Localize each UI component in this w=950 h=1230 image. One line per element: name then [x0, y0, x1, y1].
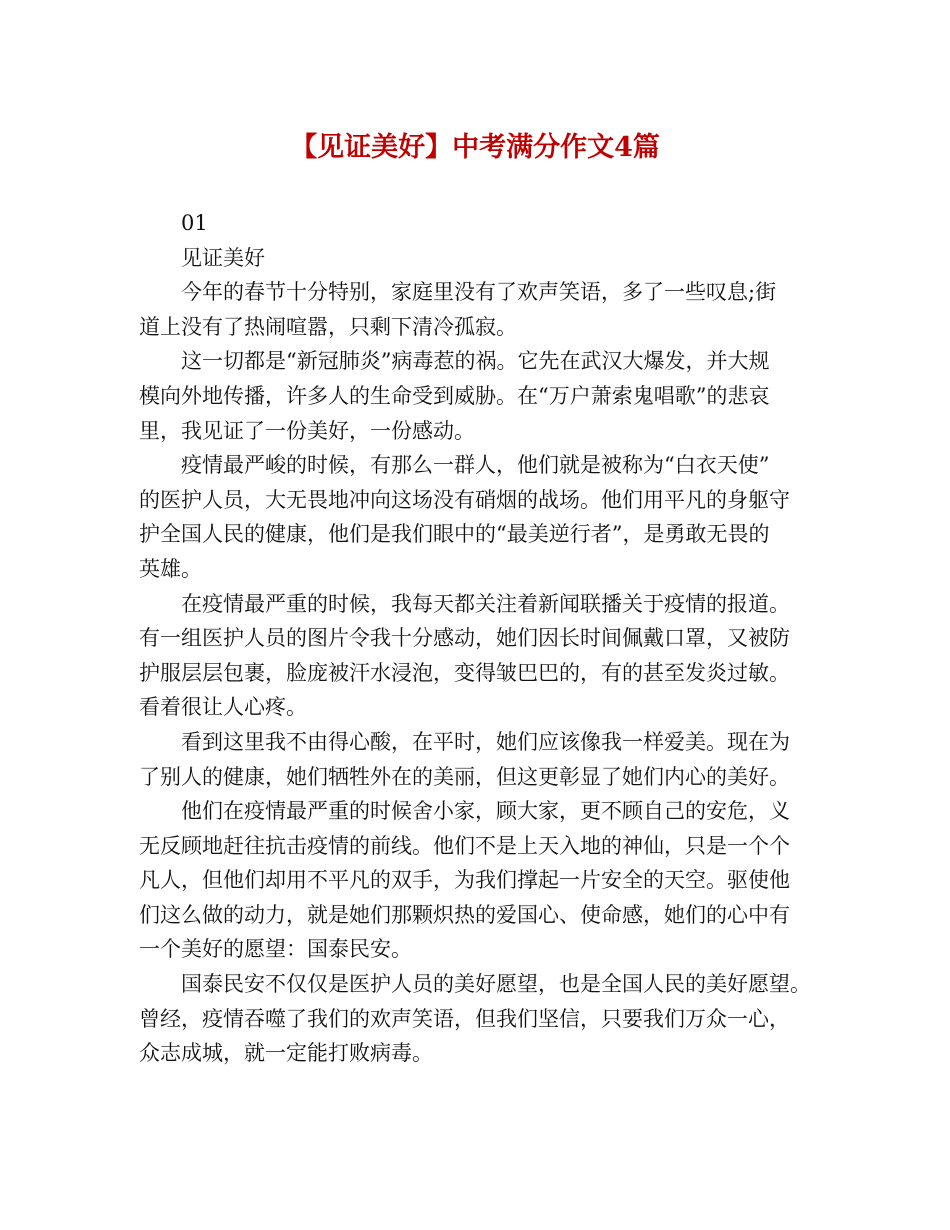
- text-line: 无反顾地赶往抗击疫情的前线。他们不是上天入地的神仙，只是一个个: [139, 833, 790, 858]
- text-line: 里，我见证了一份美好，一份感动。: [139, 418, 475, 443]
- text-line: 见证美好: [181, 245, 265, 270]
- text-line: 有一组医护人员的图片令我十分感动，她们因长时间佩戴口罩，又被防: [139, 626, 790, 651]
- text-line: 一个美好的愿望：国泰民安。: [139, 937, 412, 962]
- text-line: 01: [181, 211, 208, 235]
- text-line: 疫情最严峻的时候，有那么一群人，他们就是被称为“白衣天使”: [181, 453, 770, 478]
- text-line: 众志成城，就一定能打败病毒。: [139, 1041, 433, 1066]
- text-line: 国泰民安不仅仅是医护人员的美好愿望，也是全国人民的美好愿望。: [181, 972, 811, 997]
- text-line: 今年的春节十分特别，家庭里没有了欢声笑语，多了一些叹息;街: [181, 280, 777, 305]
- text-line: 在疫情最严重的时候，我每天都关注着新闻联播关于疫情的报道。: [181, 591, 790, 616]
- text-line: 凡人，但他们却用不平凡的双手，为我们撑起一片安全的天空。驱使他: [139, 868, 790, 893]
- text-line: 英雄。: [139, 556, 202, 581]
- text-line: 看着很让人心疼。: [139, 695, 307, 720]
- text-line: 他们在疫情最严重的时候舍小家，顾大家，更不顾自己的安危，义: [181, 799, 790, 824]
- text-line: 模向外地传播，许多人的生命受到威胁。在“万户萧索鬼唱歌”的悲哀: [139, 383, 770, 408]
- document-body: [139, 206, 839, 1071]
- text-line: 这一切都是“新冠肺炎”病毒惹的祸。它先在武汉大爆发，并大规: [181, 349, 770, 374]
- text-line: 护服层层包裹，脸庞被汗水浸泡，变得皱巴巴的，有的甚至发炎过敏。: [139, 660, 790, 685]
- text-line: 曾经，疫情吞噬了我们的欢声笑语，但我们坚信，只要我们万众一心，: [139, 1006, 790, 1031]
- text-line: 护全国人民的健康，他们是我们眼中的“最美逆行者”，是勇敢无畏的: [139, 522, 770, 547]
- text-line: 的医护人员，大无畏地冲向这场没有硝烟的战场。他们用平凡的身躯守: [139, 487, 790, 512]
- text-line: 们这么做的动力，就是她们那颗炽热的爱国心、使命感，她们的心中有: [139, 902, 790, 927]
- document-title: 【见证美好】中考满分作文4篇: [290, 132, 660, 163]
- text-line: 了别人的健康，她们牺牲外在的美丽，但这更彰显了她们内心的美好。: [139, 764, 790, 789]
- text-line: 看到这里我不由得心酸，在平时，她们应该像我一样爱美。现在为: [181, 729, 790, 754]
- text-line: 道上没有了热闹喧嚣，只剩下清冷孤寂。: [139, 314, 517, 339]
